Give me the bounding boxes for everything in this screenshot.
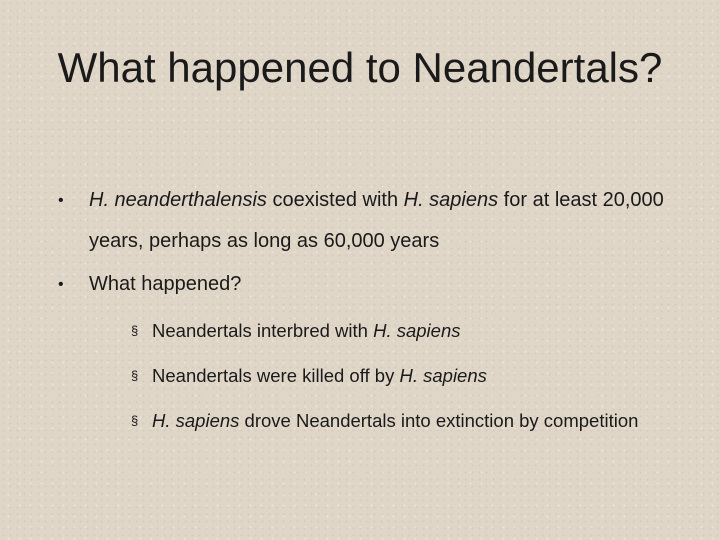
species-name: H. sapiens: [152, 410, 240, 431]
bullet-text: coexisted with: [266, 189, 404, 211]
sub-bullet-competition: [131, 401, 698, 441]
bullet-coexistence: [58, 180, 698, 262]
species-name: H. neanderthalensis: [89, 189, 267, 211]
species-name: H. sapiens: [399, 365, 487, 386]
sub-bullet-text: Neandertals were killed off by: [152, 365, 400, 386]
sub-bullet-marker: §: [131, 323, 139, 338]
bullet-text: What happened?: [89, 273, 242, 295]
species-name: H. sapiens: [403, 189, 499, 211]
sub-bullet-interbred: [131, 311, 698, 351]
sub-bullet-list: [89, 311, 698, 441]
sub-bullet-text: drove Neandertals into extinction by competition: [239, 410, 639, 431]
bullet-list: [58, 180, 698, 446]
bullet-marker: •: [58, 276, 64, 293]
sub-bullet-marker: §: [131, 413, 139, 428]
sub-bullet-killed-off: [131, 356, 698, 396]
bullet-what-happened: [58, 264, 698, 441]
bullet-marker: •: [58, 192, 64, 209]
species-name: H. sapiens: [373, 320, 461, 341]
bullet-text: for at least 20,000 years, perhaps as long as 60,000 years: [89, 189, 664, 252]
sub-bullet-text: Neandertals interbred with: [152, 320, 374, 341]
slide-title: What happened to Neandertals?: [57, 44, 663, 91]
sub-bullet-marker: §: [131, 368, 139, 383]
